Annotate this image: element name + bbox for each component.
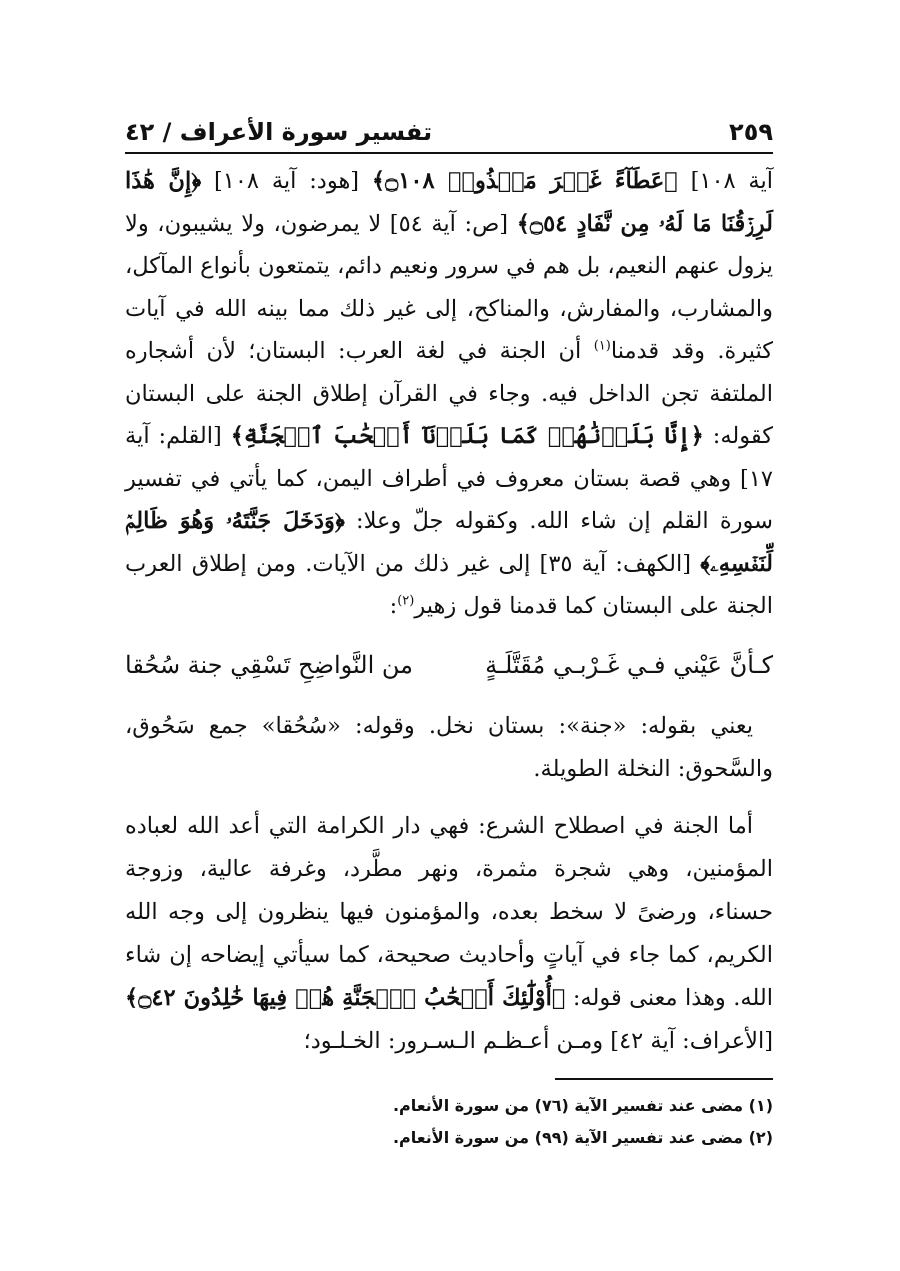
text-segment: : (389, 593, 398, 619)
footnote-divider (555, 1078, 773, 1080)
quran-quote: ﴿وَدَخَلَ جَنَّتَهُۥ وَهُوَ ظَالِمٞ لِّنَفۡسِهِۦ﴾ (125, 508, 773, 577)
quran-quote: ﴿إِنَّ هَٰذَا لَرِزۡقُنَا مَا لَهُۥ مِن نَّفَادٍ ۝٥٤﴾ (125, 168, 773, 237)
text-segment: [ص: آية ٥٤] لا يمرضون، ولا يشيبون، ولا يزول عنهم النعيم، بل هم في سرور ونعيم دائم، يتمتعون بأنواع المآكل، والمشارب، والمفارش، والمناكح، إلى غير ذلك مما بينه الله في آيات كثيرة. وقد قدمنا (125, 210, 773, 364)
page-number: ٢٥٩ (729, 118, 773, 146)
text-segment: [القلم: آية ١٧] وهي قصة بستان معروف في أطراف اليمن، كما يأتي في تفسير سورة القلم إن شاء الله. وكقوله جلّ وعلا: (125, 423, 773, 534)
quran-quote: ﴿إِنَّا بَلَوۡنَٰهُمۡ كَمَا بَلَوۡنَآ أَصۡحَٰبَ ٱلۡجَنَّةِ﴾ (230, 423, 704, 449)
text-segment: [الكهف: آية ٣٥] إلى غير ذلك من الآيات. ومن إطلاق العرب الجنة على البستان كما قدمنا قول زهير (125, 550, 773, 619)
verse-second-hemistich: من النَّواضِحِ تَسْقِي جنة سُحُقا (125, 651, 414, 679)
footnote-ref: (٢) (397, 593, 415, 609)
quran-quote: ﴿عَطَآءً غَيۡرَ مَجۡذُوذٖ ۝١٠٨﴾ (371, 168, 678, 194)
footnote-2: (٢) مضى عند تفسير الآية (٩٩) من سورة الأنعام. (392, 1128, 773, 1147)
main-paragraph (125, 160, 773, 628)
poetry-verse (125, 640, 773, 690)
verse-first-hemistich: كـأنَّ عَيْني فـي غَـرْبـي مُقَتَّلَـةٍ (485, 651, 773, 679)
footnotes (125, 1090, 773, 1154)
explanation-paragraph (125, 705, 773, 790)
definition-paragraph (125, 805, 773, 1063)
footnote-1: (١) مضى عند تفسير الآية (٧٦) من سورة الأنعام. (392, 1096, 773, 1115)
explanation-text: يعني بقوله: «جنة»: بستان نخل. وقوله: «سُحُقا» جمع سَحُوق، والسَّحوق: النخلة الطويلة. (125, 713, 773, 782)
running-header (125, 112, 773, 154)
text-segment: [هود: آية ١٠٨] (201, 168, 372, 194)
text-segment: آية ١٠٨] (677, 168, 774, 194)
running-title: تفسير سورة الأعراف / ٤٢ (125, 118, 433, 146)
text-segment: [الأعراف: آية ٤٢] ومـن أعـظـم الـسـرور: الخـلـود؛ (303, 1028, 773, 1054)
text-segment: أن الجنة في لغة العرب: البستان؛ لأن أشجاره الملتفة تجن الداخل فيه. وجاء في القرآن إطلاق الجنة على البستان كقوله: (125, 338, 773, 449)
quran-quote: ﴿أُوْلَٰٓئِكَ أَصۡحَٰبُ ٱلۡجَنَّةِ هُمۡ فِيهَا خَٰلِدُونَ ۝٤٢﴾ (125, 985, 566, 1011)
footnote-ref: (١) (593, 338, 611, 354)
text-segment: أما الجنة في اصطلاح الشرع: فهي دار الكرامة التي أعد الله لعباده المؤمنين، وهي شجرة مثمرة، ونهر مطَّرد، وغرفة عالية، وزوجة حسناء، ورضىً لا سخط بعده، والمؤمنون فيها ينظرون إلى وجه الله الكريم، كما جاء في آياتٍ وأحاديث صحيحة، كما سيأتي إيضاحه إن شاء الله. وهذا معنى قوله: (125, 813, 773, 1011)
